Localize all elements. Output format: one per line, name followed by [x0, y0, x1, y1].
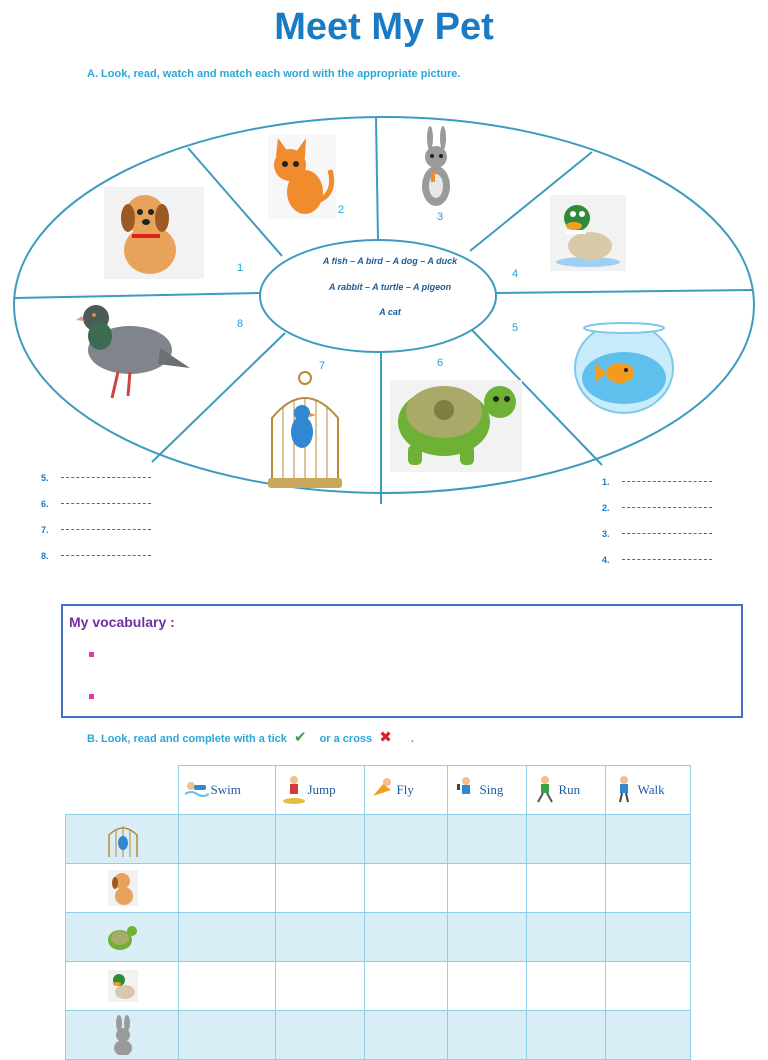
tick-cell[interactable] — [605, 962, 690, 1011]
tick-cell[interactable] — [178, 864, 275, 913]
dog-picture — [104, 187, 204, 279]
row-animal-cell — [66, 962, 179, 1011]
cat-picture — [268, 135, 336, 219]
fish-bowl-picture — [575, 323, 673, 413]
picture-number-4: 4 — [512, 268, 519, 280]
section-b-instruction: B. Look, read and complete with a tick ✔ or a cross ✖ . — [87, 729, 414, 746]
word-list-line-3: A cat — [379, 307, 401, 317]
tick-cell[interactable] — [364, 962, 447, 1011]
tick-cell[interactable] — [275, 913, 364, 962]
picture-number-2: 2 — [338, 204, 345, 216]
column-sing: Sing — [447, 766, 526, 815]
tick-cell[interactable] — [275, 1011, 364, 1060]
tick-cell[interactable] — [178, 1011, 275, 1060]
section-a-instruction: A. Look, read, watch and match each word with the appropriate picture. — [87, 68, 461, 80]
tick-cell[interactable] — [605, 864, 690, 913]
tick-cell[interactable] — [526, 815, 605, 864]
column-run: Run — [526, 766, 605, 815]
tick-cell[interactable] — [605, 815, 690, 864]
answer-line-7[interactable]: 7. — [41, 525, 49, 535]
tick-icon: ✔ — [293, 729, 307, 746]
table-header-row — [66, 766, 691, 815]
turtle-thumbnail — [106, 921, 138, 953]
bird-cage-picture — [268, 372, 342, 488]
tick-cell[interactable] — [178, 962, 275, 1011]
picture-number-7: 7 — [319, 360, 326, 372]
tick-cell[interactable] — [364, 1011, 447, 1060]
answer-line-3[interactable]: 3. — [602, 529, 610, 539]
row-animal-cell — [66, 864, 179, 913]
swimmer-icon — [185, 776, 209, 800]
tick-cell[interactable] — [447, 1011, 526, 1060]
answer-line-2[interactable]: 2. — [602, 503, 610, 513]
walker-icon — [612, 776, 636, 804]
tick-cell[interactable] — [275, 815, 364, 864]
tick-cell[interactable] — [364, 913, 447, 962]
tick-cell[interactable] — [605, 913, 690, 962]
rabbit-thumbnail — [110, 1015, 136, 1055]
vocabulary-bullet — [89, 652, 94, 657]
word-list-line-2: A rabbit – A turtle – A pigeon — [328, 282, 452, 292]
tick-cell[interactable] — [364, 864, 447, 913]
tick-cell[interactable] — [526, 913, 605, 962]
flyer-icon — [371, 776, 395, 800]
vocabulary-bullet — [89, 694, 94, 699]
dog-thumbnail — [108, 870, 138, 906]
tick-cell[interactable] — [526, 864, 605, 913]
row-animal-cell — [66, 913, 179, 962]
page-title: Meet My Pet — [274, 6, 494, 48]
picture-number-1: 1 — [237, 262, 244, 274]
picture-number-6: 6 — [437, 357, 444, 369]
cross-icon: ✖ — [379, 729, 392, 746]
rabbit-picture — [422, 126, 450, 206]
tick-cell[interactable] — [275, 864, 364, 913]
vocabulary-title: My vocabulary : — [69, 614, 175, 630]
column-walk: Walk — [605, 766, 690, 815]
tick-cell[interactable] — [447, 864, 526, 913]
column-swim: Swim — [178, 766, 275, 815]
tick-cell[interactable] — [275, 962, 364, 1011]
tick-cell[interactable] — [178, 815, 275, 864]
duck-picture — [550, 195, 626, 271]
answer-line-6[interactable]: 6. — [41, 499, 49, 509]
answer-line-1[interactable]: 1. — [602, 477, 610, 487]
abilities-table — [65, 765, 691, 1060]
picture-number-8: 8 — [237, 318, 244, 330]
pigeon-picture — [76, 305, 190, 398]
tick-cell[interactable] — [526, 1011, 605, 1060]
duck-thumbnail — [108, 970, 138, 1002]
table-row-rabbit — [66, 1011, 691, 1060]
singer-icon — [454, 776, 478, 800]
table-row-bird — [66, 815, 691, 864]
table-row-turtle — [66, 913, 691, 962]
answer-line-5[interactable]: 5. — [41, 473, 49, 483]
row-animal-cell — [66, 1011, 179, 1060]
jumper-icon — [282, 776, 306, 804]
answer-line-8[interactable]: 8. — [41, 551, 49, 561]
row-animal-cell — [66, 815, 179, 864]
tick-cell[interactable] — [447, 815, 526, 864]
table-row-duck — [66, 962, 691, 1011]
column-jump: Jump — [275, 766, 364, 815]
picture-number-5: 5 — [512, 322, 519, 334]
tick-cell[interactable] — [178, 913, 275, 962]
tick-cell[interactable] — [364, 815, 447, 864]
vocabulary-box[interactable] — [61, 604, 743, 718]
tick-cell[interactable] — [447, 962, 526, 1011]
turtle-picture — [390, 380, 522, 472]
tick-cell[interactable] — [526, 962, 605, 1011]
bird-cage-thumbnail — [106, 821, 140, 859]
tick-cell[interactable] — [447, 913, 526, 962]
table-row-dog — [66, 864, 691, 913]
answer-line-4[interactable]: 4. — [602, 555, 610, 565]
picture-number-3: 3 — [437, 211, 444, 223]
tick-cell[interactable] — [605, 1011, 690, 1060]
word-list-line-1: A fish – A bird – A dog – A duck — [322, 256, 458, 266]
runner-icon — [533, 776, 557, 804]
column-fly: Fly — [364, 766, 447, 815]
